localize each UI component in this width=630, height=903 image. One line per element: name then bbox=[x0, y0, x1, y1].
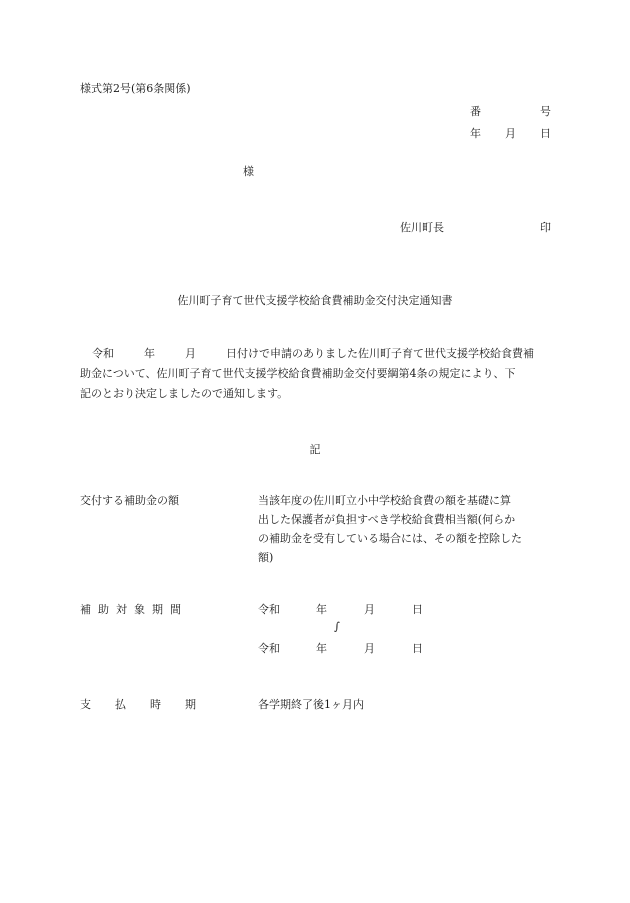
period-to-year: 年 bbox=[316, 642, 327, 655]
date-month: 月 bbox=[505, 127, 516, 140]
period-separator: ∫ bbox=[334, 620, 340, 633]
amount-value-line: 額) bbox=[258, 551, 274, 564]
period-from bbox=[258, 601, 423, 617]
seal-mark: 印 bbox=[540, 221, 551, 234]
date-year: 年 bbox=[470, 127, 481, 140]
period-from-year: 年 bbox=[316, 603, 327, 616]
recipient-honorific: 様 bbox=[243, 165, 254, 178]
period-label: 補助対象期間 bbox=[80, 603, 188, 616]
period-to-day: 日 bbox=[412, 642, 423, 655]
date-day: 日 bbox=[540, 127, 551, 140]
amount-value-line: 当該年度の佐川町立小中学校給食費の額を基礎に算 bbox=[258, 494, 511, 507]
notice-body-line-2: 助金について、佐川町子育て世代支援学校給食費補助金交付要綱第4条の規定により、下 bbox=[80, 367, 516, 380]
amount-label: 交付する補助金の額 bbox=[80, 494, 179, 507]
payment-label-char: 時 bbox=[150, 698, 161, 711]
amount-value bbox=[258, 491, 550, 567]
document-number-label: 番 bbox=[470, 105, 481, 118]
period-from-month: 月 bbox=[364, 603, 375, 616]
notice-body bbox=[80, 344, 550, 404]
body-month: 月 bbox=[185, 347, 196, 360]
body-era: 令和 bbox=[92, 347, 114, 360]
period-from-era: 令和 bbox=[258, 603, 280, 616]
period-from-day: 日 bbox=[412, 603, 423, 616]
document-number-suffix: 号 bbox=[540, 105, 551, 118]
payment-label-char: 払 bbox=[115, 698, 126, 711]
payment-label bbox=[80, 696, 220, 712]
document-title: 佐川町子育て世代支援学校給食費補助金交付決定通知書 bbox=[177, 294, 453, 307]
period-to-month: 月 bbox=[364, 642, 375, 655]
amount-value-line: 出した保護者が負担すべき学校給食費相当額(何らか bbox=[258, 513, 516, 526]
notice-body-line-1 bbox=[80, 344, 550, 364]
period-to bbox=[258, 640, 423, 656]
payment-label-char: 期 bbox=[185, 698, 196, 711]
form-number: 様式第2号(第6条関係) bbox=[80, 82, 191, 95]
payment-label-char: 支 bbox=[80, 698, 91, 711]
notice-body-line-3: 記のとおり決定しましたので通知します。 bbox=[80, 387, 289, 400]
payment-value: 各学期終了後1ヶ月内 bbox=[258, 698, 364, 711]
amount-value-line: の補助金を受有している場合には、その額を控除した bbox=[258, 532, 522, 545]
period-to-era: 令和 bbox=[258, 642, 280, 655]
body-year: 年 bbox=[144, 347, 155, 360]
body-line-1-rest: 日付けで申請のありました佐川町子育て世代支援学校給食費補 bbox=[226, 347, 534, 360]
ki-heading: 記 bbox=[309, 443, 321, 456]
issuer-name: 佐川町長 bbox=[400, 221, 444, 234]
